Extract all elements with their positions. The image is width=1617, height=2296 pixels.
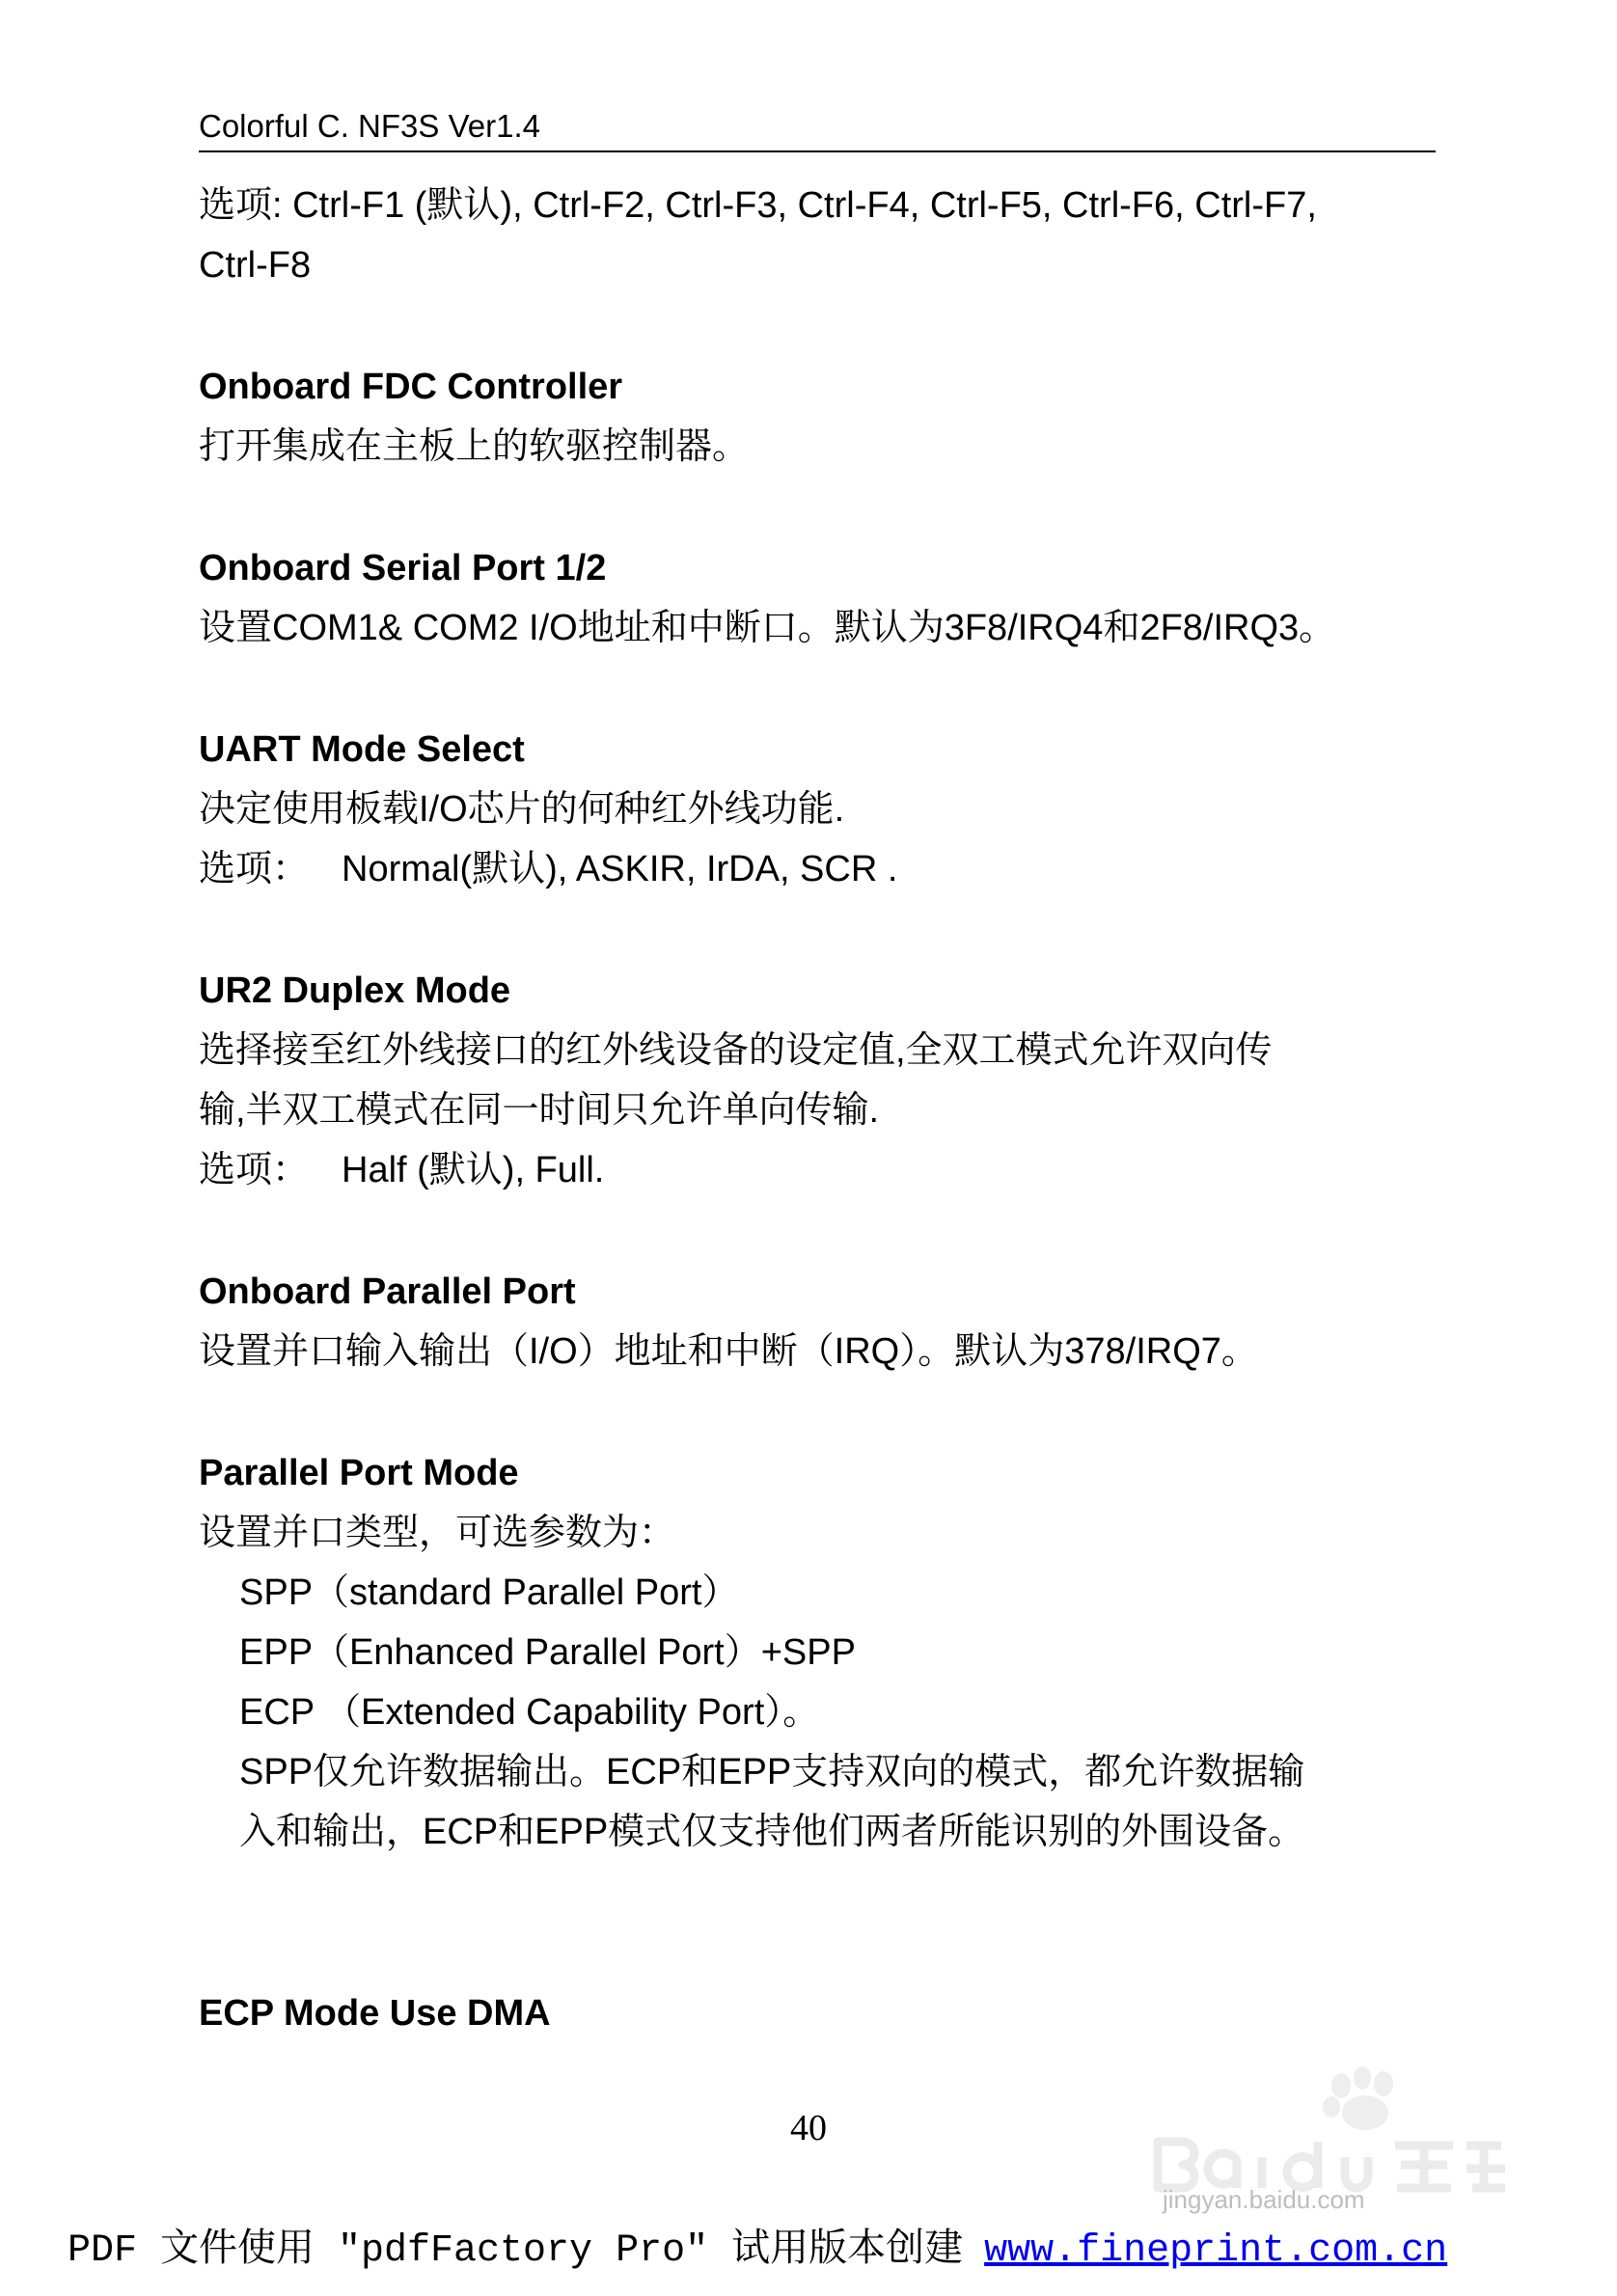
section-text: 设置并口类型，可选参数为：: [199, 1513, 676, 1553]
section-uart-mode: [199, 720, 1453, 899]
intro-options: [199, 176, 1453, 295]
options-label: 选项：: [199, 849, 310, 889]
options-label: 选项：: [199, 1150, 310, 1190]
mode-note: SPP仅允许数据输出。ECP和EPP支持双向的模式，都允许数据输: [239, 1752, 1305, 1792]
section-title: UR2 Duplex Mode: [199, 970, 511, 1011]
section-options: [199, 1140, 1453, 1200]
pdf-footer: [68, 2217, 1447, 2273]
section-text: 输,半双工模式在同一时间只允许单向传输.: [199, 1090, 880, 1131]
baidu-watermark-logo: [1148, 2064, 1553, 2200]
section-text: 设置COM1& COM2 I/O地址和中断口。默认为3F8/IRQ4和2F8/IRQ3。: [199, 608, 1336, 648]
mode-item: SPP（standard Parallel Port）: [239, 1572, 739, 1613]
page-body: [199, 176, 1453, 2105]
watermark-url: jingyan.baidu.com: [1163, 2185, 1365, 2214]
section-title: Onboard FDC Controller: [199, 367, 623, 407]
section-title: ECP Mode Use DMA: [199, 1993, 551, 2034]
section-parallel-mode: [199, 1443, 1453, 1862]
section-ur2-duplex: [199, 961, 1453, 1200]
options-value: Normal(默认), ASKIR, IrDA, SCR .: [342, 849, 898, 889]
section-options: [199, 839, 1453, 899]
fineprint-link[interactable]: www.fineprint.com.cn: [984, 2229, 1448, 2273]
section-title: Onboard Parallel Port: [199, 1271, 576, 1312]
intro-line-1: 选项: Ctrl-F1 (默认), Ctrl-F2, Ctrl-F3, Ctrl-F4, Ctrl-F5, Ctrl-F6, Ctrl-F7,: [199, 185, 1317, 226]
intro-line-2: Ctrl-F8: [199, 245, 312, 286]
section-onboard-fdc: [199, 357, 1453, 477]
section-text: 决定使用板载I/O芯片的何种红外线功能.: [199, 789, 845, 830]
section-title: Onboard Serial Port 1/2: [199, 548, 607, 588]
section-title: UART Mode Select: [199, 729, 525, 770]
mode-item: ECP （Extended Capability Port）。: [239, 1692, 820, 1733]
options-value: Half (默认), Full.: [342, 1150, 605, 1190]
running-header: Colorful C. NF3S Ver1.4: [199, 108, 1436, 152]
section-text: 设置并口输入输出（I/O）地址和中断（IRQ）。默认为378/IRQ7。: [199, 1331, 1258, 1372]
section-serial-port: [199, 538, 1453, 658]
section-text: 打开集成在主板上的软驱控制器。: [199, 426, 750, 467]
section-ecp-dma: [199, 1983, 1453, 2043]
mode-item: EPP（Enhanced Parallel Port）+SPP: [239, 1632, 856, 1673]
section-parallel-port: [199, 1262, 1453, 1381]
pdf-footer-text: PDF 文件使用 "pdfFactory Pro" 试用版本创建: [68, 2229, 964, 2273]
page-number: 40: [790, 2108, 827, 2148]
section-title: Parallel Port Mode: [199, 1453, 519, 1493]
section-text: 选择接至红外线接口的红外线设备的设定值,全双工模式允许双向传: [199, 1030, 1273, 1071]
mode-note: 入和输出，ECP和EPP模式仅支持他们两者所能识别的外围设备。: [239, 1812, 1305, 1852]
